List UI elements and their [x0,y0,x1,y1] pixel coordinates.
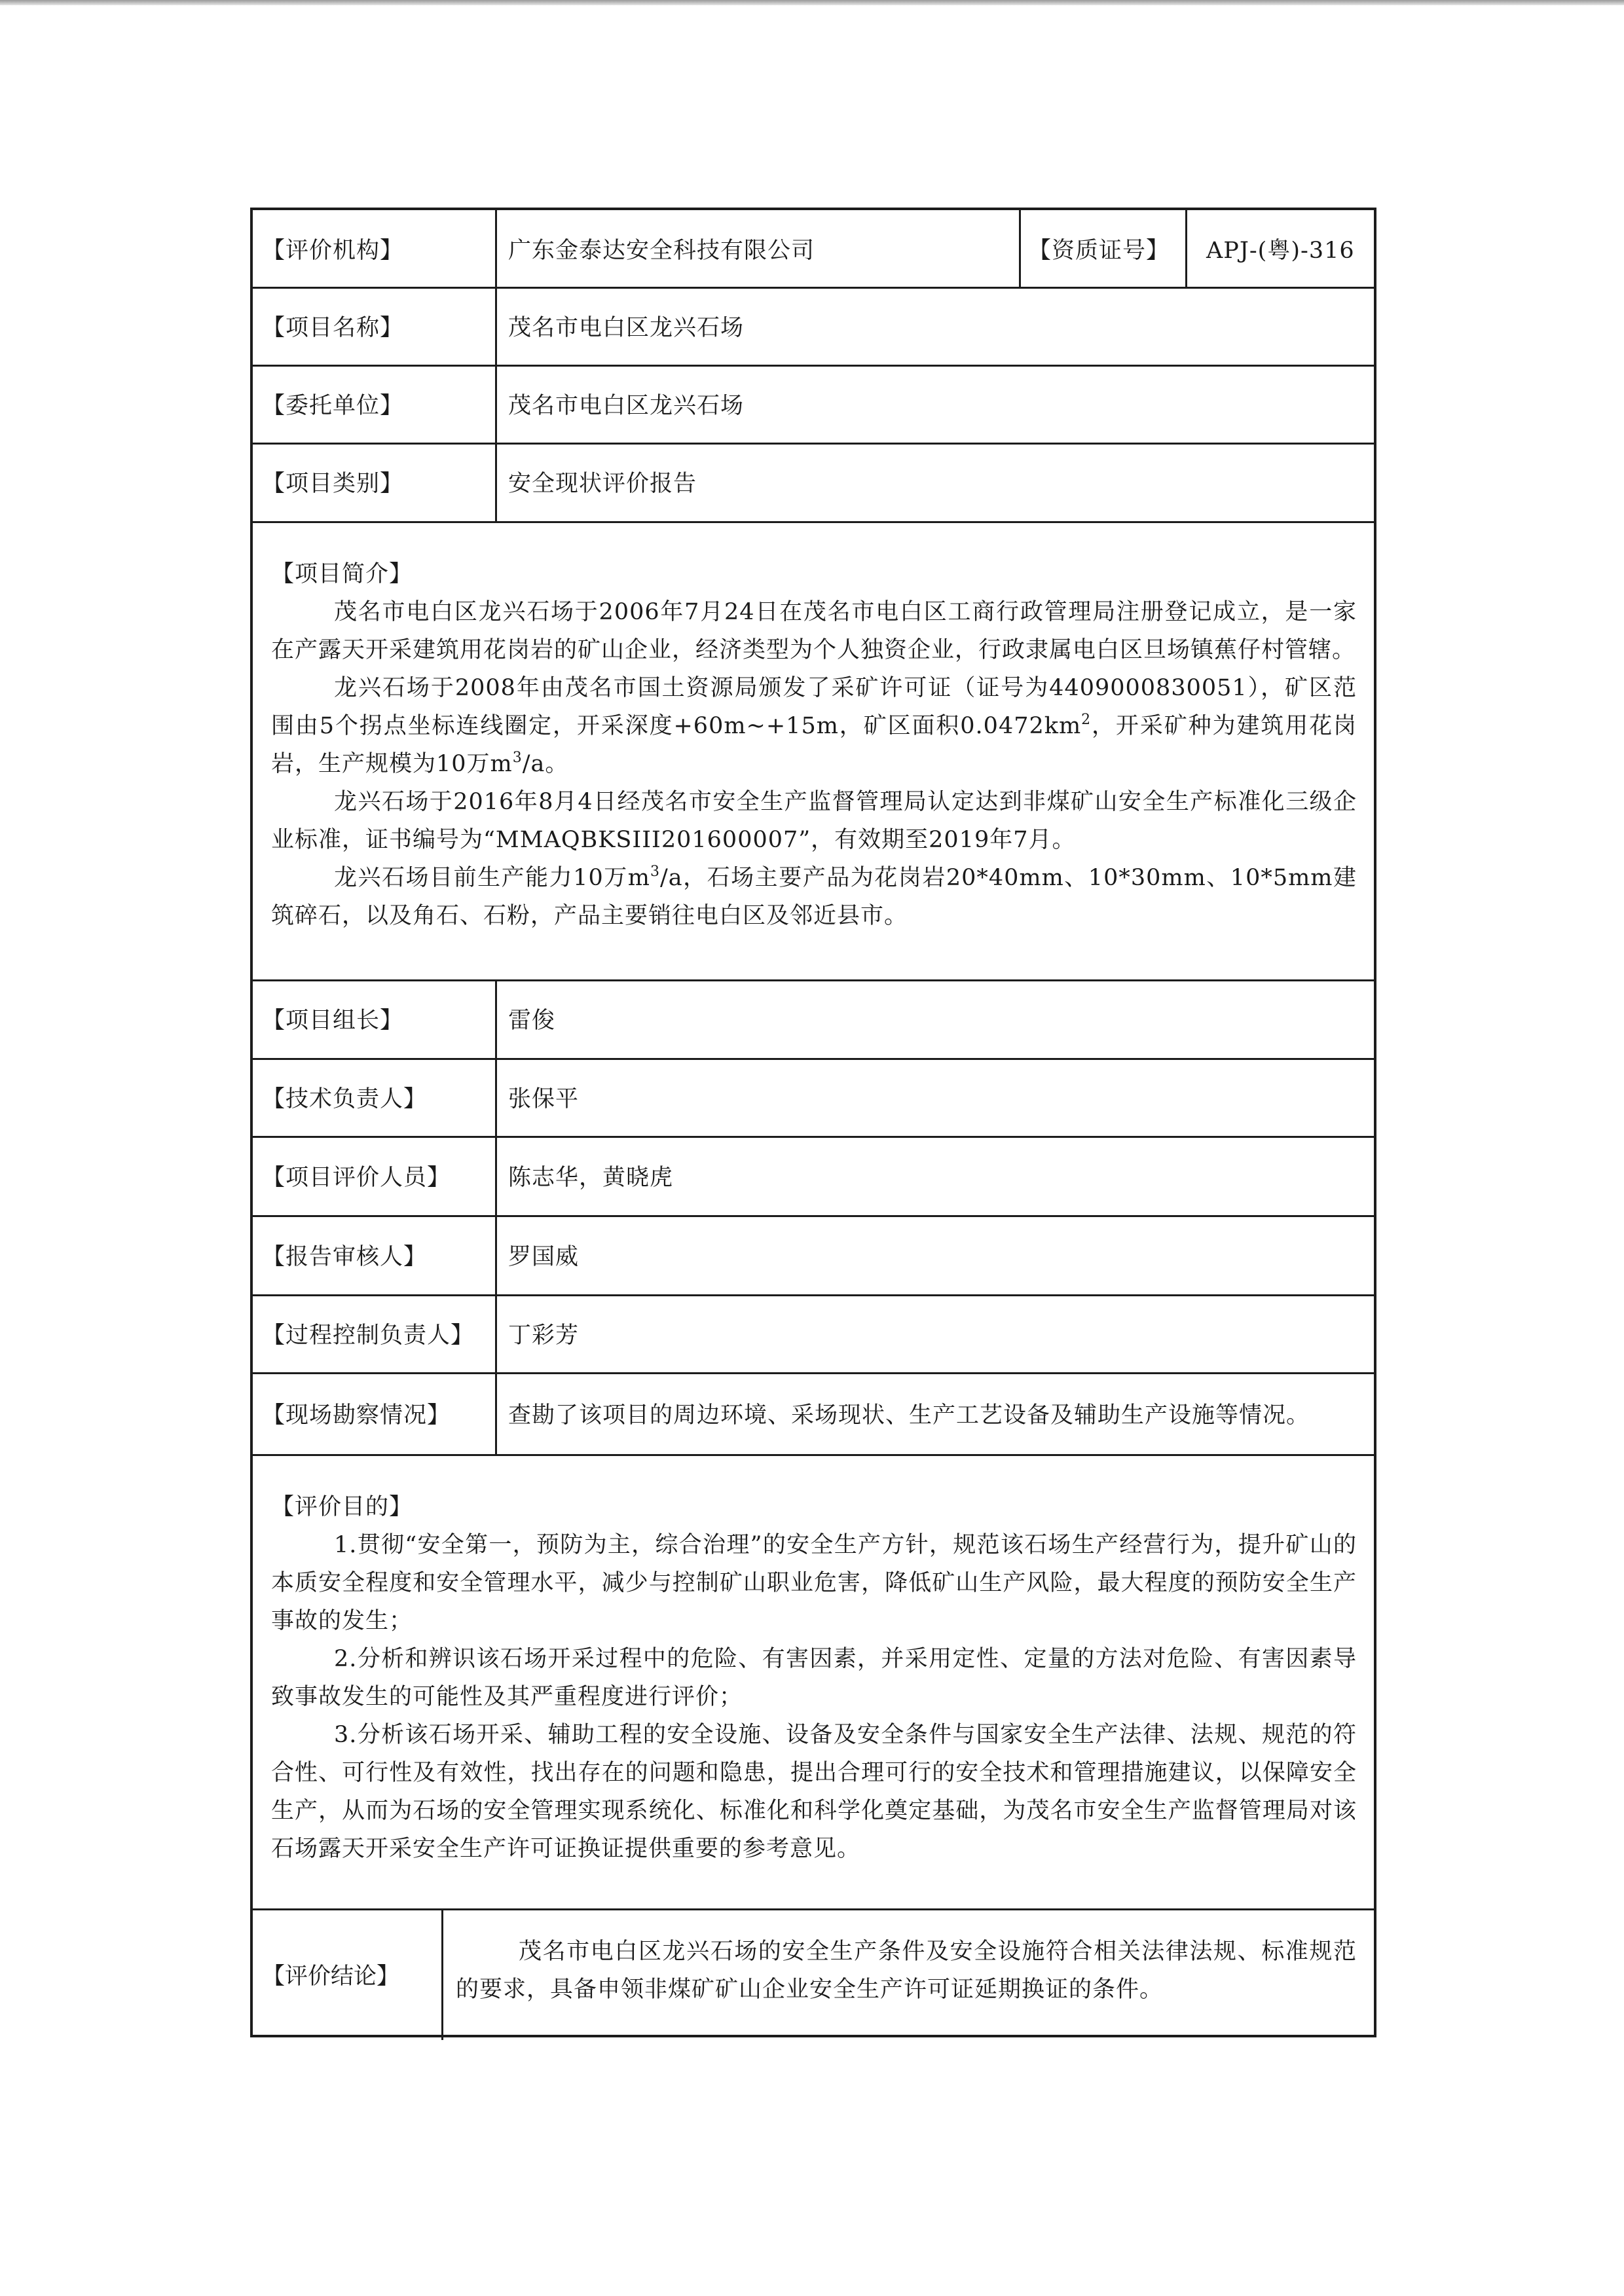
intro-paragraph: 龙兴石场于2016年8月4日经茂名市安全生产监督管理局认定达到非煤矿山安全生产标准化三级企业标准，证书编号为“MMAQBKSIII201600007”，有效期至2019年7月。 [271,789,1357,853]
evaluators-value: 陈志华，黄晓虎 [508,1164,674,1191]
reviewer-value: 罗国威 [508,1243,580,1270]
evaluation-info-table [250,208,1376,2037]
row-divider [253,521,1374,523]
column-divider [495,210,497,521]
site-survey-label: 【现场勘察情况】 [262,1402,451,1429]
cert-label: 【资质证号】 [1028,237,1170,264]
project-name-value: 茂名市电白区龙兴石场 [508,314,745,341]
site-survey-value: 查勘了该项目的周边环境、采场现状、生产工艺设备及辅助生产设施等情况。 [508,1402,1310,1429]
client-value: 茂名市电白区龙兴石场 [508,392,745,419]
client-label: 【委托单位】 [262,392,404,419]
row-divider [253,1454,1374,1456]
reviewer-label: 【报告审核人】 [262,1243,428,1270]
evaluators-label: 【项目评价人员】 [262,1164,451,1191]
project-intro-heading: 【项目简介】 [271,561,413,587]
evaluation-purpose [271,1488,1357,1868]
purpose-paragraph: 3.分析该石场开采、辅助工程的安全设施、设备及安全条件与国家安全生产法律、法规、规范的符合性、可行性及有效性，找出存在的问题和隐患，提出合理可行的安全技术和管理措施建议，以保障安全生产，从而为石场的安全管理实现系统化、标准化和科学化奠定基础，为茂名市安全生产监督管理局对该石场露天开采安全生产许可证换证提供重要的参考意见。 [271,1722,1357,1862]
column-divider [495,979,497,1454]
project-type-label: 【项目类别】 [262,471,404,497]
intro-paragraph: 龙兴石场目前生产能力10万$m^3/a$，石场主要产品为花岗岩20*40mm、10*30mm、10*5mm建筑碎石，以及角石、石粉，产品主要销往电白区及邻近县市。 [271,864,1357,929]
cert-value: APJ-(粤)-316 [1206,237,1355,264]
leader-label: 【项目组长】 [262,1008,404,1034]
column-divider [1019,210,1021,287]
intro-paragraph: 龙兴石场于2008年由茂名市国土资源局颁发了采矿许可证（证号为4409000830051），矿区范围由5个拐点坐标连线圈定，开采深度+60m~+15m，矿区面积$0.0472km^2$，开采矿种为建筑用花岗岩，生产规模为10万$m^3/a$。 [271,675,1357,777]
project-type-value: 安全现状评价报告 [508,471,697,497]
project-name-label: 【项目名称】 [262,314,404,341]
tech-lead-value: 张保平 [508,1085,580,1112]
org-label: 【评价机构】 [262,237,404,264]
column-divider [441,1908,443,2040]
leader-value: 雷俊 [508,1008,556,1034]
column-divider [1185,210,1187,287]
purpose-paragraph: 2.分析和辨识该石场开采过程中的危险、有害因素，并采用定性、定量的方法对危险、有害因素导致事故发生的可能性及其严重程度进行评价； [271,1646,1357,1710]
intro-paragraph: 茂名市电白区龙兴石场于2006年7月24日在茂名市电白区工商行政管理局注册登记成立，是一家在产露天开采建筑用花岗岩的矿山企业，经济类型为个人独资企业，行政隶属电白区旦场镇蕉仔村管辖。 [271,599,1357,663]
tech-lead-label: 【技术负责人】 [262,1085,428,1112]
evaluation-purpose-heading: 【评价目的】 [271,1494,413,1520]
project-intro [271,555,1357,935]
org-value: 广东金泰达安全科技有限公司 [508,237,815,264]
conclusion-label: 【评价结论】 [262,1963,400,1990]
process-control-label: 【过程控制负责人】 [262,1322,475,1349]
process-control-value: 丁彩芳 [508,1322,580,1349]
conclusion-text: 茂名市电白区龙兴石场的安全生产条件及安全设施符合相关法律法规、标准规范的要求，具备申领非煤矿矿山企业安全生产许可证延期换证的条件。 [456,1939,1357,2003]
scan-edge [0,0,1624,5]
purpose-paragraph: 1.贯彻“安全第一，预防为主，综合治理”的安全生产方针，规范该石场生产经营行为，提升矿山的本质安全程度和安全管理水平，减少与控制矿山职业危害，降低矿山生产风险，最大程度的预防安全生产事故的发生； [271,1532,1357,1634]
